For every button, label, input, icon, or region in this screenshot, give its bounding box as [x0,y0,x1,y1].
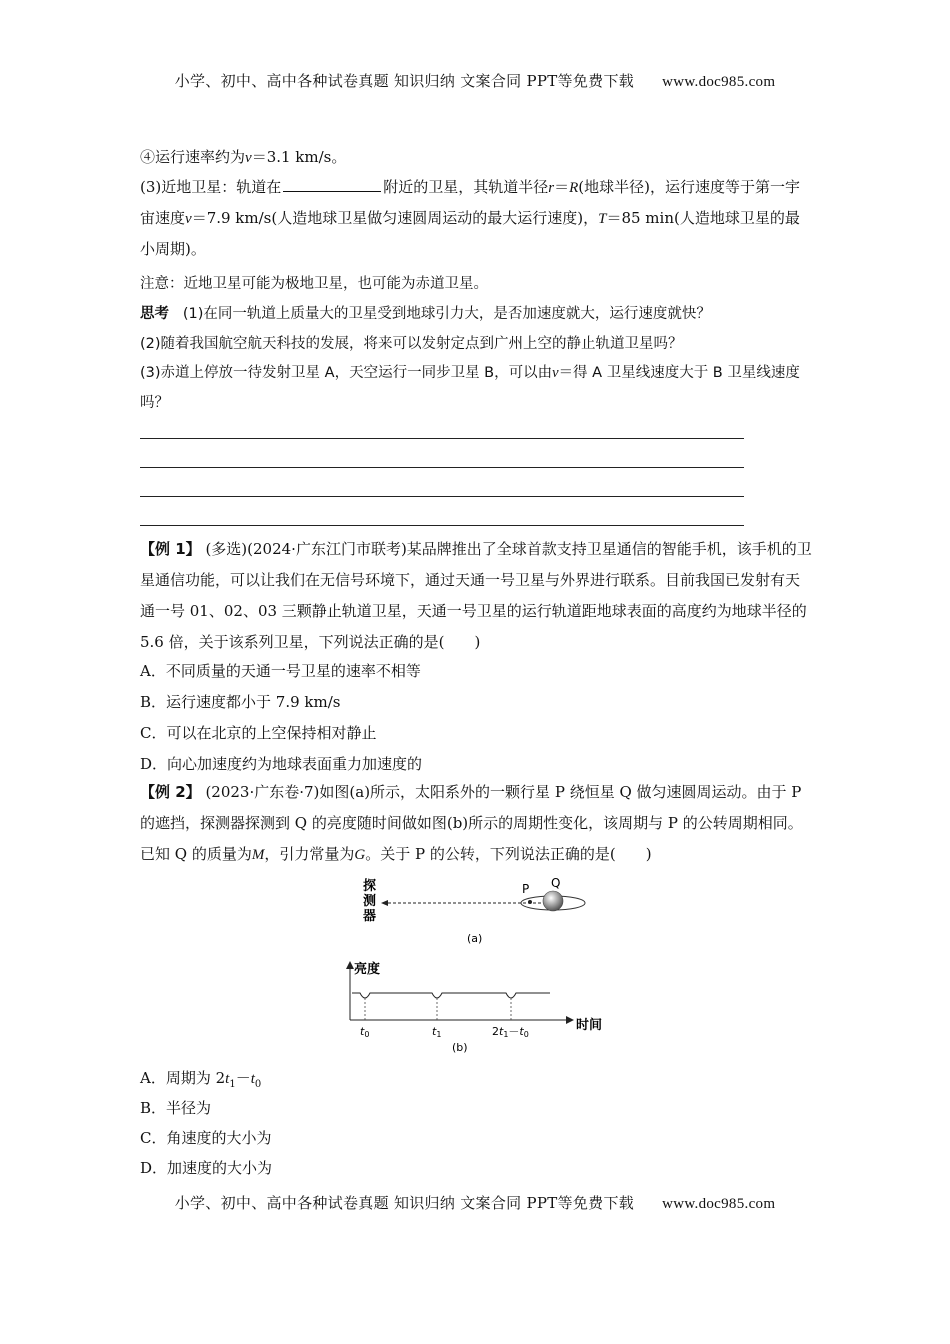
detector-label-1: 探 [363,879,377,894]
answer-line[interactable] [140,438,744,439]
near-text-3: ＝ [554,178,570,196]
answer-paren: ) [474,633,481,651]
var-r: r [548,180,555,196]
var-t0: t [250,1071,255,1087]
figure-a [355,870,605,950]
arrow-head-icon [381,900,388,906]
answer-line[interactable] [140,467,744,468]
header-site: www.doc985.com [662,74,776,90]
tick-t2: 2t1－t0 [492,1025,529,1039]
answer-line[interactable] [140,496,744,497]
page-header [0,70,950,91]
footer-text: 小学、初中、高中各种试卷真题 知识归纳 文案合同 PPT等免费下载 [174,1194,635,1212]
think-q2: (2)随着我国航空航天科技的发展，将来可以发射定点到广州上空的静止轨道卫星吗？ [140,336,683,352]
item-4-rest: ＝3.1 km/s。 [251,148,347,166]
tick-t1: t1 [432,1025,442,1039]
var-v: v [185,211,192,227]
label-Q: Q [551,876,561,890]
ex2-option-b[interactable]: B．半径为 [140,1099,212,1117]
example-1 [140,534,812,658]
planet-P-icon [528,900,532,904]
example-2-body-1: (2023·广东卷·7)如图(a)所示，太阳系外的一颗行星 P 绕恒星 Q 做匀速圆周运动。由于 P 的遮挡，探测器探测到 Q 的亮度随时间做如图(b)所示的周期性变化，该周期与 P 的公转周期相同。已知 Q 的质量为 [140,783,803,863]
think-q3-text-2: ＝得 A 卫星线速度大于 B 卫星线速度吗？ [140,365,800,411]
fill-blank[interactable] [283,177,381,192]
example-1-body: (多选)(2024·广东江门市联考)某品牌推出了全球首款支持卫星通信的智能手机，该手机的卫星通信功能，可以让我们在无信号环境下，通过天通一号卫星与外界进行联系。目前我国已发射有天通一号 01、02、03 三颗静止轨道卫星，天通一号卫星的运行轨道距地球表面的高度约为地球半径的 5.6 倍，关于该系列卫星，下列说法正确的是( [140,540,812,651]
ex1-option-b[interactable]: B．运行速度都小于 7.9 km/s [140,693,341,711]
sub-0: 0 [254,1079,262,1090]
near-text-1: (3)近地卫星：轨道在 [140,178,282,196]
think-q1 [140,302,711,323]
sub-1: 1 [229,1079,236,1090]
ex1-option-d[interactable]: D．向心加速度约为地球表面重力加速度的 [140,755,423,773]
option-a-text: A．周期为 2 [140,1069,226,1087]
note: 注意：近地卫星可能为极地卫星，也可能为赤道卫星。 [140,276,488,292]
header-text: 小学、初中、高中各种试卷真题 知识归纳 文案合同 PPT等免费下载 [174,72,635,90]
caption-a: (a) [467,932,483,945]
think-q3 [140,358,812,418]
near-text-2: 附近的卫星，其轨道半径 [383,178,549,196]
think-label: 思考 [140,306,169,322]
think-q1-text: (1)在同一轨道上质量大的卫星受到地球引力大，是否加速度就大，运行速度就快？ [182,306,711,322]
near-text-6: ＝85 min(人造地球卫星的最小周期)。 [140,209,800,258]
brightness-curve [352,993,550,998]
var-G: G [354,847,366,863]
var-R: R [569,180,579,196]
label-P: P [522,882,530,896]
tick-t0: t0 [360,1025,370,1039]
answer-paren: ) [645,845,652,863]
var-v: v [552,365,559,381]
caption-b: (b) [452,1041,468,1054]
think-q3-text-1: (3)赤道上停放一待发射卫星 A，天空运行一同步卫星 B，可以由 [140,365,553,381]
example-1-label: 【例 1】 [140,540,201,558]
ex2-option-a[interactable] [140,1067,261,1090]
figure-b [340,955,620,1055]
minus-sign: － [235,1069,251,1087]
item-4 [140,146,346,167]
star-Q-icon [543,891,563,911]
answer-line[interactable] [140,525,744,526]
detector-label-3: 器 [363,909,377,924]
ex1-option-a[interactable]: A．不同质量的天通一号卫星的速率不相等 [140,662,421,680]
var-v: v [245,150,252,166]
example-2-body-3: 。关于 P 的公转，下列说法正确的是( [365,845,616,863]
x-label: 时间 [576,1018,603,1033]
near-earth-paragraph [140,172,812,264]
ex2-option-d[interactable]: D．加速度的大小为 [140,1159,273,1177]
y-arrow-icon [346,961,354,969]
near-text-5: ＝7.9 km/s(人造地球卫星做匀速圆周运动的最大运行速度)， [191,209,599,227]
detector-label-2: 测 [363,894,377,909]
page-footer [0,1192,950,1213]
near-text-4: (地球半径)，运行速度等于第一宇宙速度 [140,178,801,227]
ex1-option-c[interactable]: C．可以在北京的上空保持相对静止 [140,724,377,742]
var-M: M [251,847,265,863]
example-2 [140,777,812,871]
example-2-body-2: ，引力常量为 [264,845,355,863]
footer-site: www.doc985.com [662,1196,776,1212]
example-2-label: 【例 2】 [140,783,201,801]
var-T: T [598,211,607,227]
x-arrow-icon [566,1016,574,1024]
var-t1: t [225,1071,230,1087]
ex2-option-c[interactable]: C．角速度的大小为 [140,1129,272,1147]
y-label: 亮度 [354,962,381,977]
item-4-prefix: ④运行速率约为 [140,148,246,166]
